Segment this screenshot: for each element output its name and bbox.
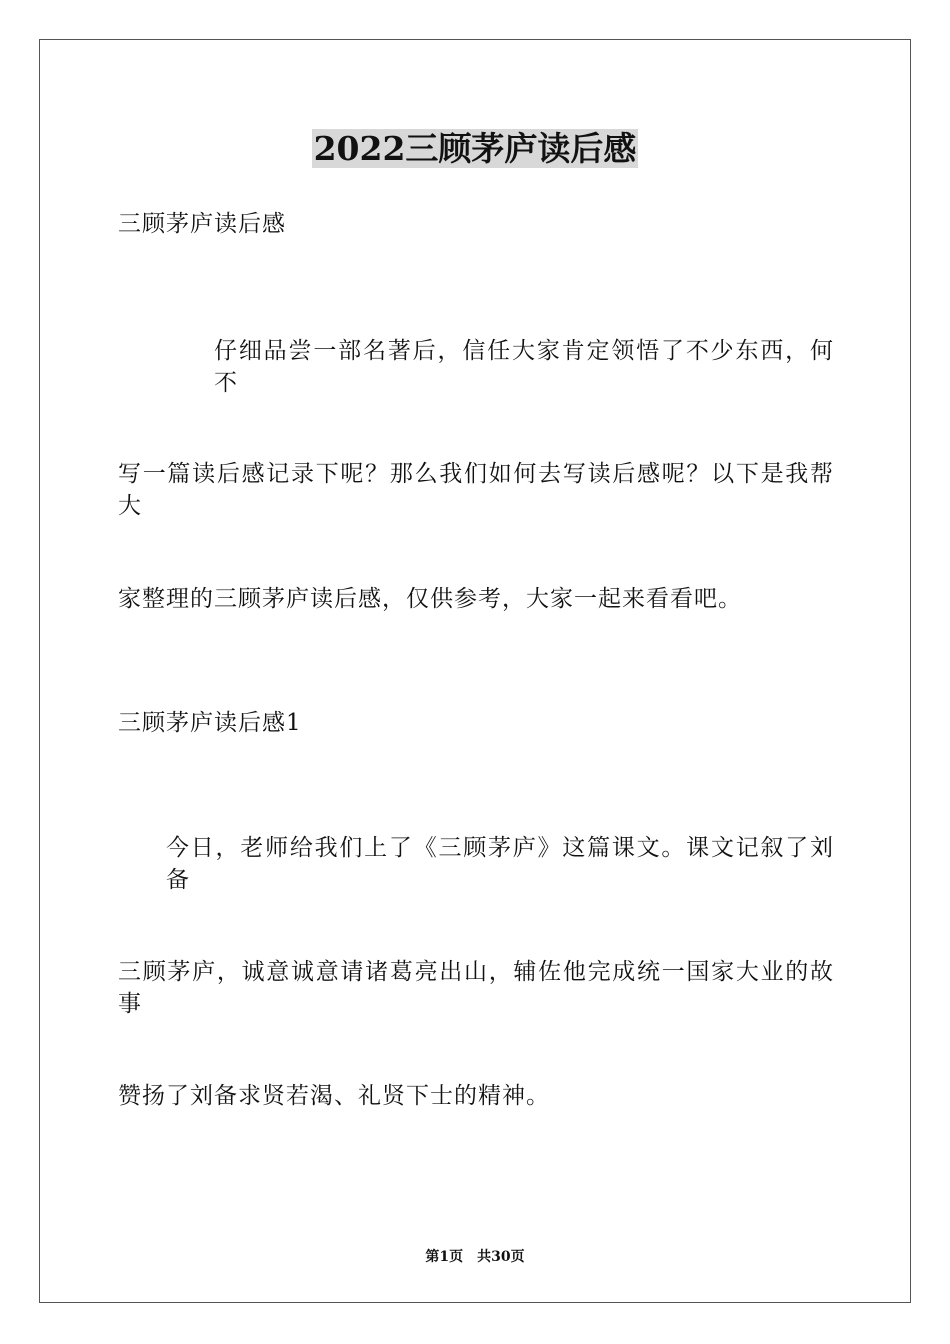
- paragraph-line: 今日，老师给我们上了《三顾茅庐》这篇课文。课文记叙了刘备: [166, 835, 834, 893]
- page-number: 第1页 共30页: [425, 1249, 525, 1265]
- document-title-text: 2022三顾茅庐读后感: [313, 129, 637, 168]
- section-heading: 三顾茅庐读后感: [118, 211, 286, 237]
- document-title: [0, 126, 950, 172]
- paragraph-line: 家整理的三顾茅庐读后感，仅供参考，大家一起来看看吧。: [118, 586, 742, 612]
- paragraph-line: 仔细品尝一部名著后，信任大家肯定领悟了不少东西，何不: [214, 338, 834, 396]
- paragraph-line: 赞扬了刘备求贤若渴、礼贤下士的精神。: [118, 1083, 550, 1109]
- section-heading: 三顾茅庐读后感1: [118, 710, 302, 736]
- paragraph-line: 写一篇读后感记录下呢？那么我们如何去写读后感呢？以下是我帮大: [118, 461, 834, 519]
- paragraph-line: 三顾茅庐，诚意诚意请诸葛亮出山，辅佐他完成统一国家大业的故事: [118, 959, 834, 1017]
